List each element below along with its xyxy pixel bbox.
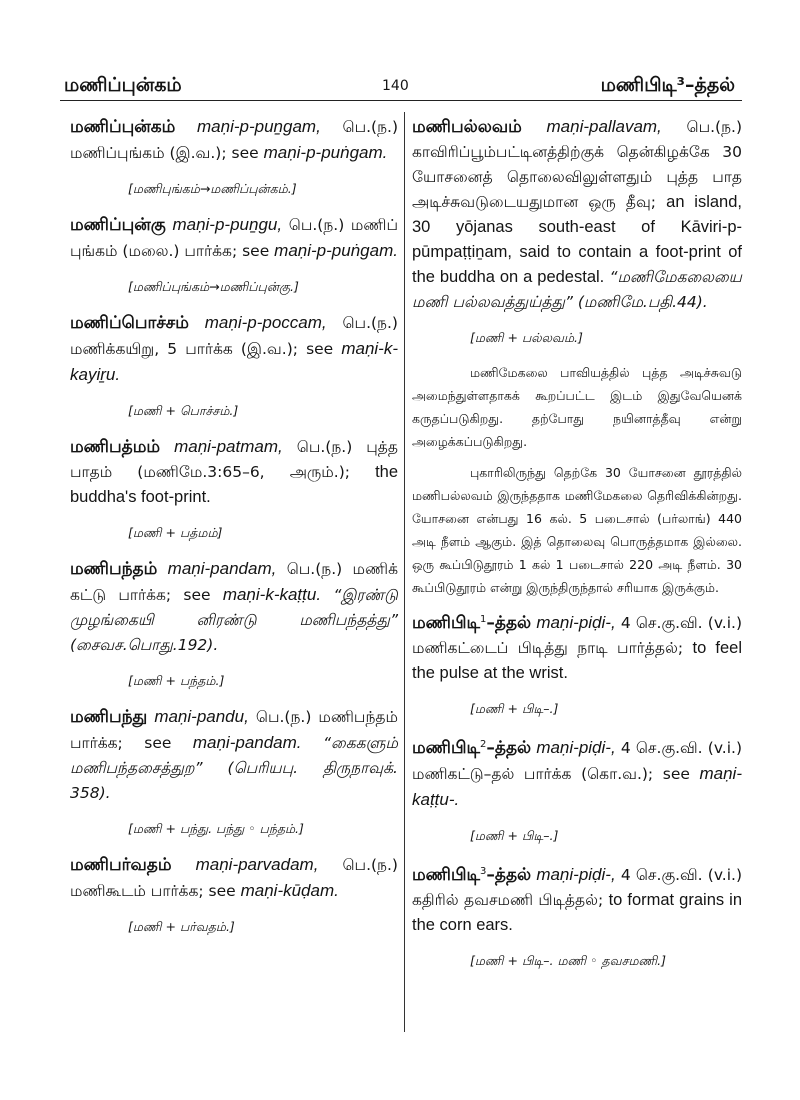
- definition: பெ.(ந.) மணிப்புங்கம் (இ.வ.); see: [70, 118, 398, 162]
- running-head-left: மணிப்புன்கம்: [64, 74, 182, 96]
- etymology: [மணி + பல்லவம்.]: [470, 330, 583, 345]
- headword-suffix: –த்தல்: [486, 865, 532, 886]
- definition: 4 செ.கு.வி. (v.i.) மணிகட்டு–தல் பார்க்க (கொ.வ.); see: [412, 739, 742, 784]
- etymology: [மணிபுங்கம்→மணிப்புன்கம்.]: [128, 181, 297, 196]
- left-column: [70, 114, 398, 950]
- header-rule: [60, 100, 742, 101]
- transliteration: maṇi-pandu,: [154, 707, 249, 726]
- editorial-note: மணிமேகலை பாவியத்தில் புத்த அடிச்சுவடு அமைந்துள்ளதாகக் கூறப்பட்ட இடம் இதுவேயெனக் கருதப்படுகிறது. தற்போது நயினாத்தீவு என்று அழைக்கப்படுகிறது.: [412, 365, 742, 449]
- citation: “மணிமேகலையை மணி பல்லவத்துய்த்து” (மணிமே.பதி.44).: [412, 268, 742, 311]
- definition: பெ.(ந.) மணிக் கட்டு பார்க்க; see: [70, 560, 398, 604]
- page-number: 140: [382, 78, 409, 94]
- citation: “கைகளும் மணிபந்தசைத்துற” (பெரியபு. திருநாவுக். 358).: [70, 734, 398, 802]
- see-reference: maṇi-kaṭṭu-.: [412, 764, 742, 810]
- see-reference: maṇi-k-kaṭṭu.: [222, 585, 322, 604]
- etymology: [மணி + பிடி–.]: [470, 701, 559, 717]
- entry-manipantu: [70, 704, 398, 806]
- homograph-number: 3: [480, 866, 487, 878]
- definition: பெ.(ந.) காவிரிப்பூம்பட்டினத்திற்குக் தென்கிழக்கே 30 யோசனைத் தொலைவிலுள்ளதும் புத்த பாத அடிச்சுவடுடையதுமான ஒரு தீவு;: [412, 118, 742, 211]
- headword: மணிப்பொச்சம்: [70, 313, 189, 333]
- headword: மணிபந்து: [70, 707, 148, 727]
- etymology: [மணிப்புங்கம்→மணிப்புன்கு.]: [128, 279, 299, 294]
- definition: பெ.(ந.) புத்த பாதம் (மணிமே.3:65–6, அரும்.);: [70, 438, 398, 481]
- headword: மணிபிடி: [412, 613, 480, 634]
- etymology: [மணி + பிடி–. மணி ◦ தவசமணி.]: [470, 953, 666, 969]
- entry-manipiti-3: [412, 859, 742, 938]
- transliteration: maṇi-p-poccam,: [204, 313, 327, 332]
- column-divider: [404, 112, 405, 1032]
- english-gloss: the buddha's foot-print.: [70, 463, 398, 506]
- headword: மணிப்புன்கு: [70, 215, 166, 235]
- entry-maniparvatam: [70, 852, 398, 904]
- see-reference: maṇi-k-kayiṟu.: [70, 339, 398, 384]
- citation: “இரண்டு முழங்கையி னிரண்டு மணிபந்தத்து” (சைவச.பொது.192).: [70, 586, 398, 654]
- see-reference: maṇi-pandam.: [192, 733, 302, 752]
- english-gloss: to format grains in the corn ears.: [412, 891, 742, 935]
- definition: பெ.(ந.) மணிப் புங்கம் (மலை.) பார்க்க; see: [70, 216, 398, 260]
- transliteration: maṇi-patmam,: [174, 437, 283, 456]
- transliteration: maṇi-p-puṉgu,: [172, 215, 283, 234]
- homograph-number: 1: [480, 614, 487, 625]
- entry-manipiti-1: [412, 607, 742, 686]
- entry-manipiti-2: [412, 732, 742, 813]
- headword: மணிபர்வதம்: [70, 855, 172, 875]
- transliteration: maṇi-piḍi-,: [536, 738, 616, 758]
- etymology: [மணி + பிடி–.]: [470, 828, 559, 844]
- see-reference: maṇi-p-puṅgam.: [274, 241, 398, 260]
- see-reference: maṇi-kūḍam.: [240, 881, 339, 900]
- editorial-note: புகாரிலிருந்து தெற்கே 30 யோசனை தூரத்தில் மணிபல்லவம் இருந்ததாக மணிமேகலை தெரிவிக்கின்றது. யோசனை என்பது 16 கல். 5 படைசால் (பர்லாங்) 440 அடி நீளம் ஆகும். இத் தொலைவு பொருத்தமாக இல்லை. ஒரு கூப்பிடுதூரம் 1 கல் 1 படைசால் 220 அடி நீளம். 30 கூப்பிடுதூரம் என்று இருந்திருந்தால் சரியாக இருக்கும்.: [412, 465, 742, 595]
- entry-manipallavam: [412, 114, 742, 315]
- etymology: [மணி + பந்தம்.]: [128, 673, 225, 688]
- english-gloss: an island, 30 yōjanas south-east of Kāviri-p-pūmpaṭṭiṉam, said to contain a foot-print of the buddha on a pedestal.: [412, 193, 742, 286]
- headword-suffix: –த்தல்: [486, 613, 532, 634]
- headword: மணிபல்லவம்: [412, 117, 522, 137]
- transliteration: maṇi-pallavam,: [546, 117, 662, 136]
- transliteration: maṇi-piḍi-,: [536, 865, 616, 885]
- transliteration: maṇi-piḍi-,: [536, 613, 616, 633]
- entry-manippunkam: [70, 114, 398, 166]
- homograph-number: 2: [480, 739, 487, 751]
- english-gloss: to feel the pulse at the wrist.: [412, 639, 742, 683]
- etymology: [மணி + பொச்சம்.]: [128, 403, 239, 418]
- entry-manippunku: [70, 212, 398, 264]
- headword: மணிபிடி: [412, 865, 480, 886]
- headword: மணிபந்தம்: [70, 559, 158, 579]
- definition: 4 செ.கு.வி. (v.i.) மணிகட்டைப் பிடித்து நாடி பார்த்தல்;: [412, 614, 742, 658]
- transliteration: maṇi-parvadam,: [195, 855, 319, 874]
- see-reference: maṇi-p-puṅgam.: [263, 143, 388, 162]
- etymology: [மணி + பந்து. பந்து ◦ பந்தம்.]: [128, 821, 304, 836]
- etymology: [மணி + பர்வதம்.]: [128, 919, 235, 934]
- right-column: [412, 114, 742, 984]
- definition: 4 செ.கு.வி. (v.i.) கதிரில் தவசமணி பிடித்தல்;: [412, 866, 742, 910]
- headword-suffix: –த்தல்: [486, 738, 532, 759]
- headword: மணிப்புன்கம்: [70, 117, 176, 137]
- entry-manipantam: [70, 556, 398, 658]
- transliteration: maṇi-pandam,: [167, 559, 277, 578]
- entry-manipatmam: [70, 434, 398, 510]
- definition: பெ.(ந.) மணிக்கயிறு, 5 பார்க்க (இ.வ.); see: [70, 314, 398, 358]
- headword: மணிபத்மம்: [70, 437, 161, 457]
- entry-manippoccam: [70, 310, 398, 388]
- headword: மணிபிடி: [412, 738, 480, 759]
- running-head-right: மணிபிடி³–த்தல்: [600, 74, 735, 96]
- definition: பெ.(ந.) மணிகூடம் பார்க்க; see: [70, 856, 398, 900]
- definition: பெ.(ந.) மணிபந்தம் பார்க்க; see: [70, 708, 398, 752]
- etymology: [மணி + பத்மம்]: [128, 525, 223, 540]
- transliteration: maṇi-p-puṉgam,: [197, 117, 321, 136]
